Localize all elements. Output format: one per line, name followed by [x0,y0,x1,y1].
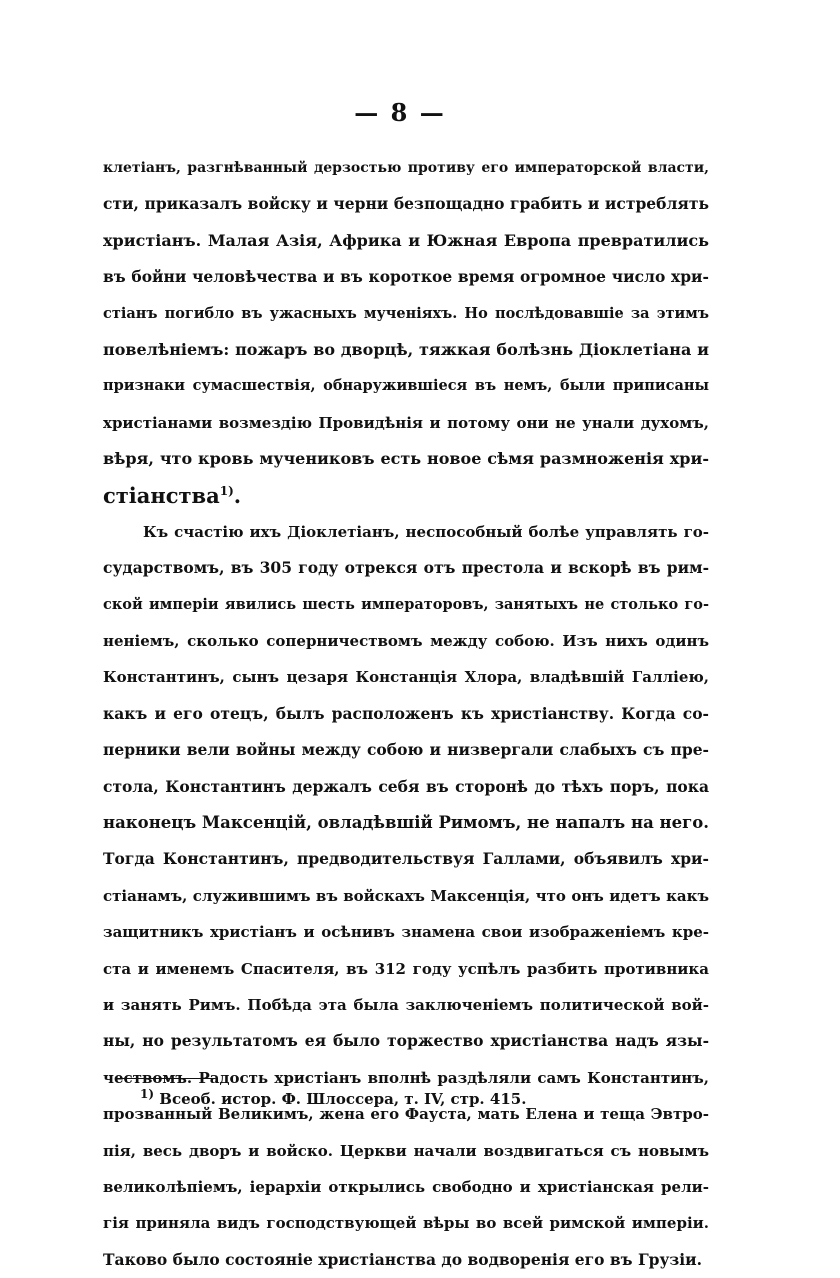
text-line-content: ны, но результатомъ ея было торжество христіанства надъ язы- [103,1031,709,1051]
text-line-content: признаки сумасшествія, обнаружившіеся въ немъ, были приписаны [103,377,709,395]
text-line-tail: . [233,482,242,508]
text-line [103,296,709,332]
footnote [140,1087,527,1108]
text-line-content: христіанами возмездію Провидѣнія и потому они не унали духомъ, [103,413,709,432]
text-line-content: чествомъ. Радость христіанъ вполнѣ раздѣляли самъ Константинъ, [103,1068,709,1087]
text-line-content: гія приняла видъ господствующей вѣры во всей римской имперіи. [103,1214,709,1233]
text-line-content: наконецъ Максенцій, овладѣвшій Римомъ, не напалъ на него. [103,813,709,833]
text-line [103,1205,709,1241]
footnote-divider [115,1078,215,1079]
text-line [103,659,709,695]
text-line [103,478,709,514]
text-line-content: какъ и его отецъ, былъ расположенъ къ христіанству. Когда со- [103,703,709,723]
footnote-marker: 1) [140,1087,155,1101]
text-line [103,987,709,1023]
text-line-content: сти, приказалъ войску и черни безпощадно грабить и истреблять [103,194,709,214]
text-line [103,1169,709,1205]
text-line-content: неніемъ, сколько соперничествомъ между собою. Изъ нихъ одинъ [103,632,709,651]
text-line [103,550,709,586]
body-text [103,150,709,1278]
text-line-content: Таково было состояніе христіанства до водворенія его въ Грузіи. [103,1249,703,1269]
text-line [103,587,709,623]
text-line-content: ста и именемъ Спасителя, въ 312 году успѣлъ разбить противника [103,959,709,978]
text-line [103,1023,709,1059]
text-line [103,732,709,768]
text-line-content: клетіанъ, разгнѣванный дерзостью противу его императорской власти, [103,160,709,176]
text-line [103,332,709,368]
text-line-content: защитникъ христіанъ и осѣнивъ знамена свои изображеніемъ кре- [103,923,709,942]
text-line-content: повелѣніемъ: пожаръ во дворцѣ, тяжкая болѣзнь Діоклетіана и [103,339,709,359]
text-line [103,368,709,404]
text-line [103,150,709,186]
text-line-content: Къ счастію ихъ Діоклетіанъ, неспособный болѣе управлять го- [143,522,709,541]
page-number: — 8 — [354,98,446,127]
text-line [103,223,709,259]
text-line-content: христіанъ. Малая Азія, Африка и Южная Европа превратились [103,230,709,250]
text-line-content: стіанъ погибло въ ужасныхъ мученіяхъ. Но послѣдовавшіе за этимъ [103,304,709,322]
text-line [103,951,709,987]
text-line-content: ской имперіи явились шесть императоровъ, занятыхъ не столько го- [103,595,709,613]
text-line-content: перники вели войны между собою и низвергали слабыхъ съ пре- [103,740,709,760]
text-line [103,514,709,550]
text-line [103,1242,709,1278]
text-line-content: стіанамъ, служившимъ въ войскахъ Максенція, что онъ идетъ какъ [103,886,709,905]
text-line-content: и занять Римъ. Побѣда эта была заключеніемъ политической вой- [103,995,709,1014]
text-line-content: великолѣпіемъ, іерархіи открылись свободно и христіанская рели- [103,1177,709,1196]
text-line [103,841,709,877]
text-line-content: прозванный Великимъ, жена его Фауста, мать Елена и теща Эвтро- [103,1105,709,1124]
text-line [103,696,709,732]
text-line-content: вѣря, что кровь мучениковъ есть новое сѣмя размноженія хри- [103,449,709,469]
text-line [103,805,709,841]
text-line [103,914,709,950]
text-line-content: стіанства [103,482,220,508]
text-line [103,186,709,222]
text-line [103,623,709,659]
text-line [103,259,709,295]
footnote-reference: 1) [219,483,234,498]
text-line [103,405,709,441]
text-line-content: Константинъ, сынъ цезаря Констанція Хлора, владѣвшій Галліею, [103,668,709,687]
text-line-content: Тогда Константинъ, предводительствуя Галлами, объявилъ хри- [103,849,709,869]
footnote-text: Всеоб. истор. Ф. Шлоссера, т. IV, стр. 415. [159,1090,527,1108]
text-line [103,1133,709,1169]
text-line [103,878,709,914]
text-line [103,441,709,477]
text-line-content: въ бойни человѣчества и въ короткое время огромное число хри- [103,267,709,287]
text-line-content: сударствомъ, въ 305 году отрекся отъ престола и вскорѣ въ рим- [103,558,709,578]
text-line-content: пія, весь дворъ и войско. Церкви начали воздвигаться съ новымъ [103,1141,709,1160]
text-line-content: стола, Константинъ держалъ себя въ сторонѣ до тѣхъ поръ, пока [103,776,709,796]
text-line [103,769,709,805]
